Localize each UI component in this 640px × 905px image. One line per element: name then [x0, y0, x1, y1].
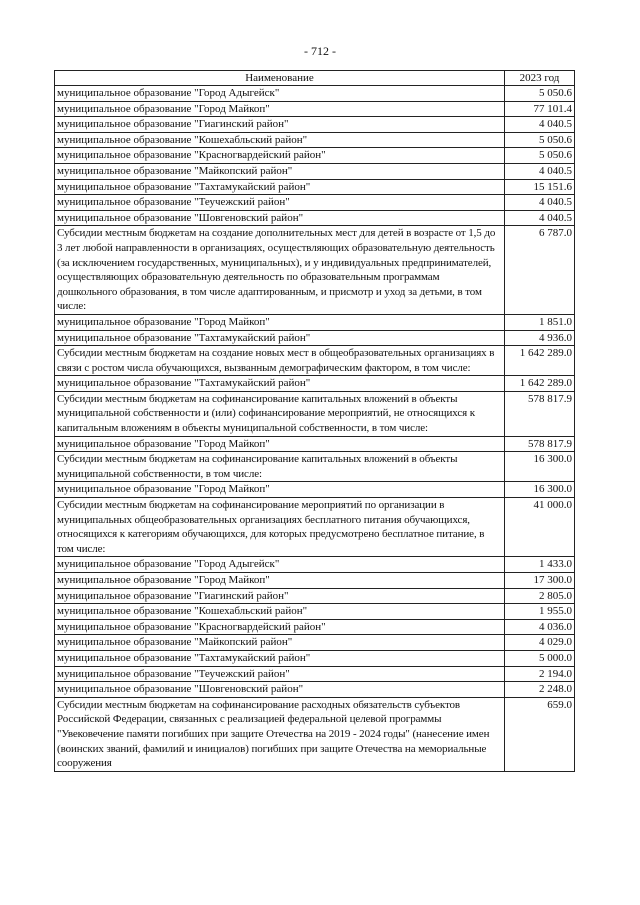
amount-2023: 4 936.0	[505, 330, 575, 346]
column-header-year: 2023 год	[505, 71, 575, 86]
amount-2023: 4 040.5	[505, 163, 575, 179]
municipality-name: муниципальное образование "Город Майкоп"	[55, 482, 505, 498]
municipality-name: муниципальное образование "Гиагинский район"	[55, 588, 505, 604]
municipality-name: муниципальное образование "Город Адыгейск"	[55, 557, 505, 573]
page-number: - 712 -	[304, 44, 336, 58]
municipality-name: муниципальное образование "Тахтамукайский район"	[55, 330, 505, 346]
municipality-row	[55, 314, 575, 330]
municipality-name: муниципальное образование "Тахтамукайский район"	[55, 650, 505, 666]
municipality-name: муниципальное образование "Теучежский район"	[55, 195, 505, 211]
municipality-name: муниципальное образование "Город Майкоп"	[55, 573, 505, 589]
subsidy-description: Субсидии местным бюджетам на софинансирование мероприятий по организации в муниципальных общеобразовательных организациях бесплатного питания обучающихся, относящихся к категориям обучающихся, для которых предусмотрено бесплатное питание, в том числе:	[55, 498, 505, 557]
municipality-row	[55, 604, 575, 620]
amount-2023: 4 040.5	[505, 195, 575, 211]
amount-2023: 4 040.5	[505, 210, 575, 226]
subsidy-description: Субсидии местным бюджетам на софинансирование капитальных вложений в объекты муниципальной собственности, в том числе:	[55, 452, 505, 482]
municipality-name: муниципальное образование "Тахтамукайский район"	[55, 376, 505, 392]
municipality-name: муниципальное образование "Шовгеновский район"	[55, 210, 505, 226]
municipality-name: муниципальное образование "Кошехабльский район"	[55, 604, 505, 620]
municipality-row	[55, 117, 575, 133]
municipality-name: муниципальное образование "Город Майкоп"	[55, 314, 505, 330]
amount-2023: 578 817.9	[505, 391, 575, 436]
amount-2023: 659.0	[505, 697, 575, 771]
municipality-row	[55, 148, 575, 164]
amount-2023: 2 248.0	[505, 682, 575, 698]
amount-2023: 1 955.0	[505, 604, 575, 620]
amount-2023: 1 433.0	[505, 557, 575, 573]
amount-2023: 77 101.4	[505, 101, 575, 117]
municipality-name: муниципальное образование "Майкопский район"	[55, 635, 505, 651]
municipality-name: муниципальное образование "Город Майкоп"	[55, 436, 505, 452]
subsidy-row	[55, 498, 575, 557]
amount-2023: 578 817.9	[505, 436, 575, 452]
amount-2023: 1 851.0	[505, 314, 575, 330]
amount-2023: 5 050.6	[505, 132, 575, 148]
amount-2023: 2 194.0	[505, 666, 575, 682]
subsidy-row	[55, 391, 575, 436]
amount-2023: 17 300.0	[505, 573, 575, 589]
municipality-name: муниципальное образование "Красногвардейский район"	[55, 148, 505, 164]
subsidy-row	[55, 226, 575, 315]
subsidy-row	[55, 346, 575, 376]
amount-2023: 16 300.0	[505, 482, 575, 498]
municipality-name: муниципальное образование "Город Майкоп"	[55, 101, 505, 117]
amount-2023: 4 040.5	[505, 117, 575, 133]
subsidy-description: Субсидии местным бюджетам на софинансирование расходных обязательств субъектов Российской Федерации, связанных с реализацией федеральной целевой программы "Увековечение памяти погибших при защите Отечества на 2019 - 2024 годы" (нанесение имен (воинских званий, фамилий и инициалов) погибших при защите Отечества на мемориальные сооружения	[55, 697, 505, 771]
subsidy-row	[55, 697, 575, 771]
municipality-row	[55, 619, 575, 635]
municipality-row	[55, 557, 575, 573]
municipality-row	[55, 682, 575, 698]
amount-2023: 16 300.0	[505, 452, 575, 482]
municipality-row	[55, 650, 575, 666]
municipality-row	[55, 195, 575, 211]
municipality-row	[55, 86, 575, 102]
municipality-row	[55, 210, 575, 226]
municipality-row	[55, 330, 575, 346]
municipality-row	[55, 179, 575, 195]
municipality-row	[55, 666, 575, 682]
amount-2023: 2 805.0	[505, 588, 575, 604]
amount-2023: 1 642 289.0	[505, 346, 575, 376]
amount-2023: 6 787.0	[505, 226, 575, 315]
subsidy-row	[55, 452, 575, 482]
amount-2023: 5 050.6	[505, 86, 575, 102]
municipality-row	[55, 436, 575, 452]
municipality-name: муниципальное образование "Город Адыгейск"	[55, 86, 505, 102]
municipality-name: муниципальное образование "Майкопский район"	[55, 163, 505, 179]
municipality-row	[55, 635, 575, 651]
amount-2023: 5 050.6	[505, 148, 575, 164]
municipality-name: муниципальное образование "Теучежский район"	[55, 666, 505, 682]
amount-2023: 4 036.0	[505, 619, 575, 635]
municipality-row	[55, 588, 575, 604]
municipality-row	[55, 573, 575, 589]
municipality-row	[55, 101, 575, 117]
municipality-name: муниципальное образование "Шовгеновский район"	[55, 682, 505, 698]
municipality-name: муниципальное образование "Кошехабльский район"	[55, 132, 505, 148]
table-body	[55, 86, 575, 772]
amount-2023: 4 029.0	[505, 635, 575, 651]
subsidy-description: Субсидии местным бюджетам на софинансирование капитальных вложений в объекты муниципальной собственности и (или) софинансирование мероприятий, не относящихся к капитальным вложениям в объекты муниципальной собственности, в том числе:	[55, 391, 505, 436]
municipality-name: муниципальное образование "Тахтамукайский район"	[55, 179, 505, 195]
amount-2023: 5 000.0	[505, 650, 575, 666]
subsidy-description: Субсидии местным бюджетам на создание дополнительных мест для детей в возрасте от 1,5 до 3 лет любой направленности в организациях, осуществляющих образовательную деятельность (за исключением государственных, муниципальных), и у индивидуальных предпринимателей, осуществляющих образовательную деятельность по образовательным программам дошкольного образования, в том числе адаптированным, и присмотр и уход за детьми, в том числе:	[55, 226, 505, 315]
amount-2023: 41 000.0	[505, 498, 575, 557]
municipality-name: муниципальное образование "Гиагинский район"	[55, 117, 505, 133]
column-header-name: Наименование	[55, 71, 505, 86]
amount-2023: 15 151.6	[505, 179, 575, 195]
table-header-row	[55, 71, 575, 86]
municipality-row	[55, 132, 575, 148]
municipality-name: муниципальное образование "Красногвардейский район"	[55, 619, 505, 635]
municipality-row	[55, 163, 575, 179]
amount-2023: 1 642 289.0	[505, 376, 575, 392]
municipality-row	[55, 376, 575, 392]
subsidy-description: Субсидии местным бюджетам на создание новых мест в общеобразовательных организациях в связи с ростом числа обучающихся, вызванным демографическим фактором, в том числе:	[55, 346, 505, 376]
municipality-row	[55, 482, 575, 498]
budget-table	[54, 70, 575, 772]
